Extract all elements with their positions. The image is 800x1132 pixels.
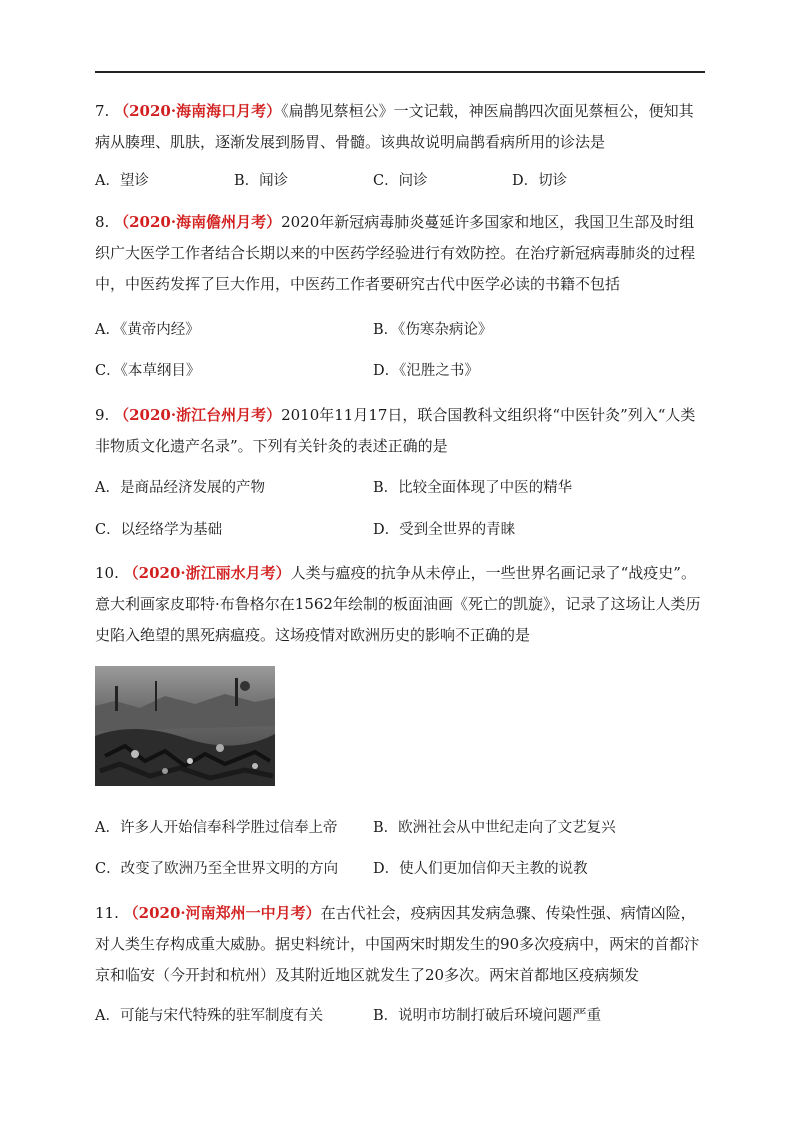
question-source: （2020·浙江台州月考） [114,406,282,424]
option-b[interactable]: B．比较全面体现了中医的精华 [373,480,573,496]
question-text: 在古代社会，疫病因其发病急骤、传染性强、病情凶险，对人类生存构成重大威胁。据史料统计，中国两宋时期发生的90多次疫病中，两宋的首都汴京和临安（今开封和杭州）及其附近地区就发生了20多次。两宋首都地区疫病频发 [95,904,700,984]
question-8 [95,207,705,300]
question-text: 2010年11月17日，联合国教科文组织将“中医针灸”列入“人类非物质文化遗产名录”。下列有关针灸的表述正确的是 [95,406,696,455]
question-7 [95,96,705,158]
option-b[interactable]: B．闻诊 [234,173,289,189]
question-source: （2020·河南郑州一中月考） [123,904,321,922]
option-d[interactable]: D．受到全世界的青睐 [373,522,516,538]
option-d[interactable]: D．《氾胜之书》 [373,363,479,379]
option-a[interactable]: A．可能与宋代特殊的驻军制度有关 [95,1008,323,1024]
question-source: （2020·浙江丽水月考） [123,564,291,582]
question-number: 8. [95,213,110,231]
question-source: （2020·海南海口月考） [114,102,282,120]
header-rule [95,71,705,73]
option-c[interactable]: C．以经络学为基础 [95,522,223,538]
question-9 [95,400,705,462]
question-number: 11. [95,904,119,922]
option-b[interactable]: B．欧洲社会从中世纪走向了文艺复兴 [373,820,616,836]
question-10 [95,558,705,651]
option-d[interactable]: D．使人们更加信仰天主教的说教 [373,861,588,877]
option-c[interactable]: C．问诊 [373,173,428,189]
option-a[interactable]: A．望诊 [95,173,149,189]
question-11 [95,898,705,991]
question-text: 人类与瘟疫的抗争从未停止，一些世界名画记录了“战疫史”。意大利画家皮耶特·布鲁格尔在1562年绘制的板面油画《死亡的凯旋》，记录了这场让人类历史陷入绝望的黑死病瘟疫。这场疫情对欧洲历史的影响不正确的是 [95,564,701,644]
option-a[interactable]: A．许多人开始信奉科学胜过信奉上帝 [95,820,338,836]
question-number: 7. [95,102,110,120]
option-a[interactable]: A．是商品经济发展的产物 [95,480,265,496]
painting-image [95,666,275,786]
question-source: （2020·海南儋州月考） [114,213,282,231]
option-b[interactable]: B．《伤寒杂病论》 [373,322,493,338]
option-b[interactable]: B．说明市坊制打破后环境问题严重 [373,1008,602,1024]
question-number: 9. [95,406,110,424]
question-text: 2020年新冠病毒肺炎蔓延许多国家和地区，我国卫生部及时组织广大医学工作者结合长期以来的中医药学经验进行有效防控。在治疗新冠病毒肺炎的过程中，中医药发挥了巨大作用，中医药工作者要研究古代中医学必读的书籍不包括 [95,213,696,293]
question-number: 10. [95,564,119,582]
question-text: 《扁鹊见蔡桓公》一文记载，神医扁鹊四次面见蔡桓公，便知其病从腠理、肌肤，逐渐发展到肠胃、骨髓。该典故说明扁鹊看病所用的诊法是 [95,102,694,151]
option-c[interactable]: C．《本草纲目》 [95,363,201,379]
option-c[interactable]: C．改变了欧洲乃至全世界文明的方向 [95,861,339,877]
option-d[interactable]: D．切诊 [512,173,568,189]
option-a[interactable]: A．《黄帝内经》 [95,322,200,338]
